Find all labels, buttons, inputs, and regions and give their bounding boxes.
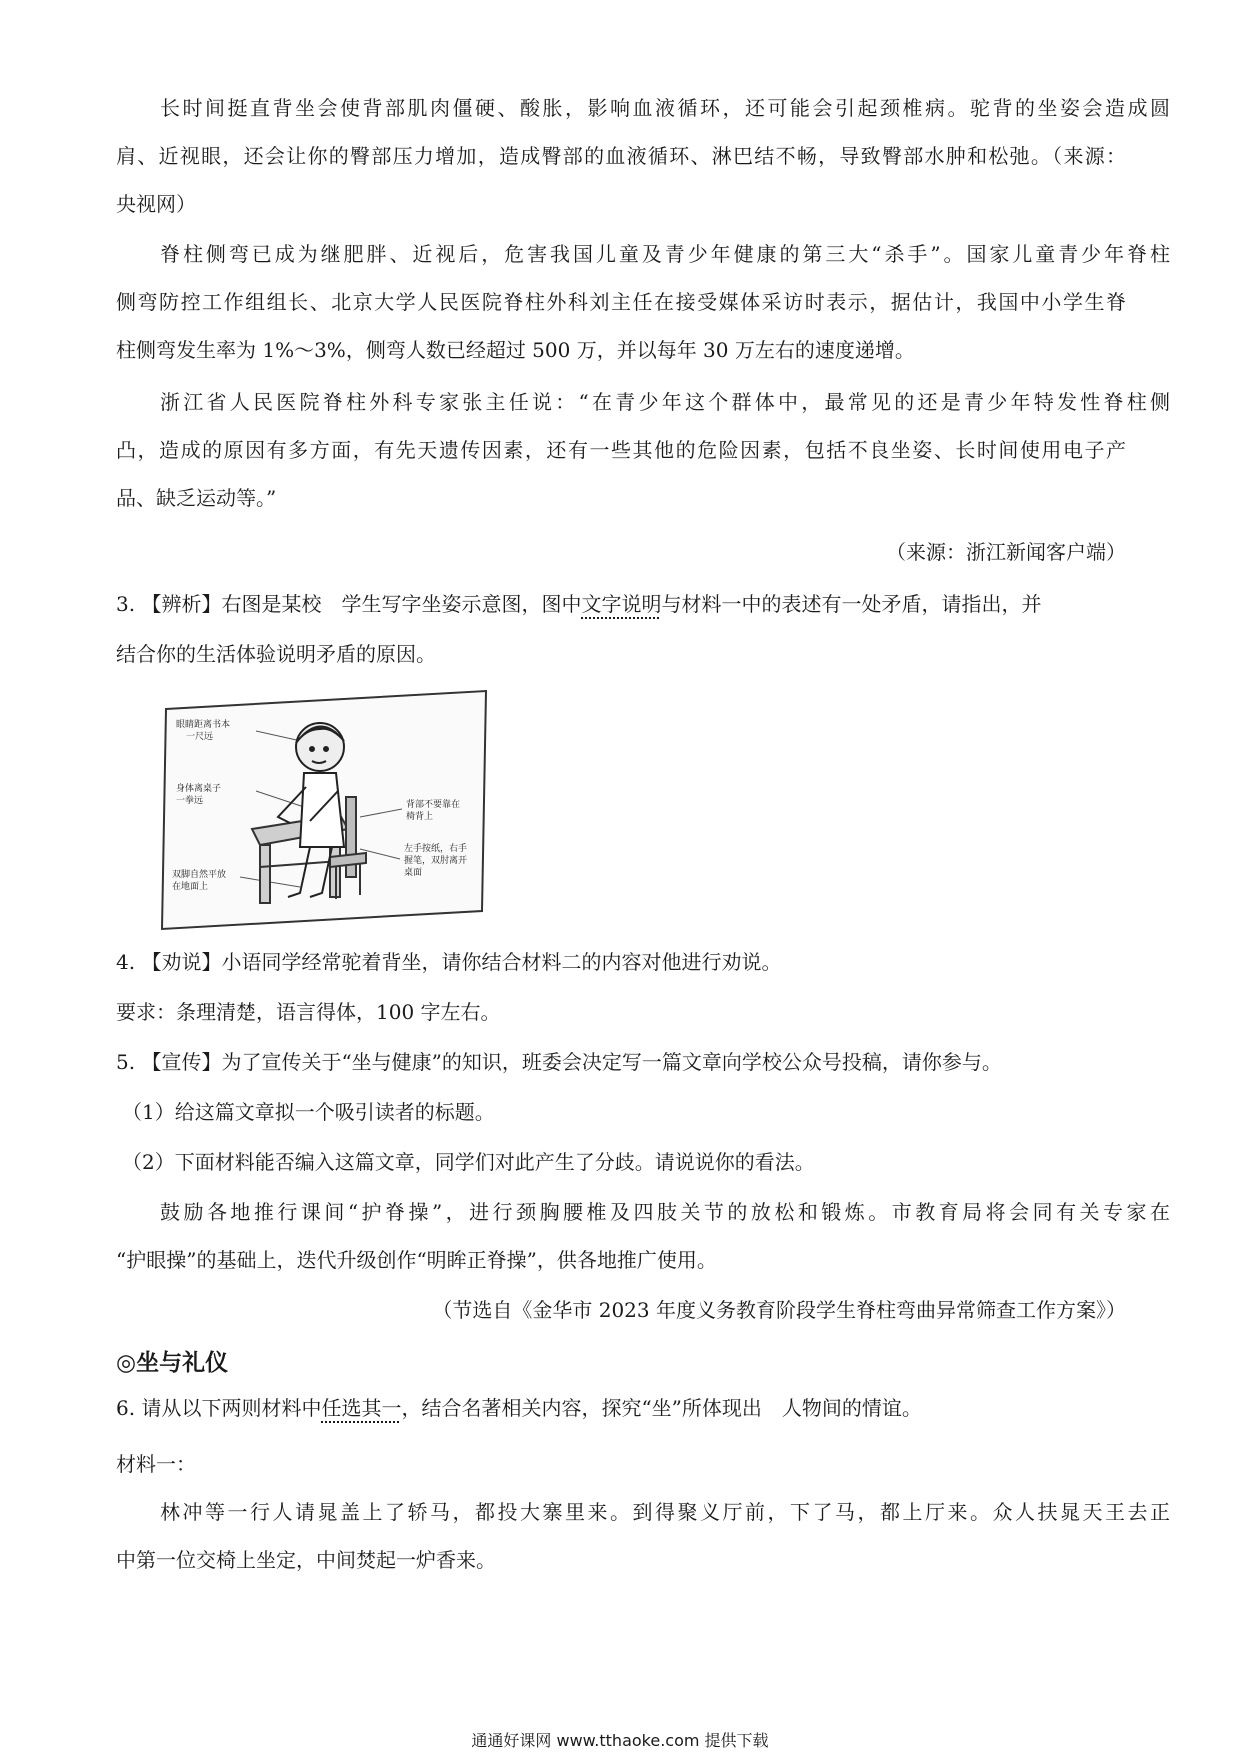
question-5-line-1: 5. 【宣传】为了宣传关于“坐与健康”的知识，班委会决定写一篇文章向学校公众号投稿，请你参与。 xyxy=(116,1050,1002,1074)
figure-label: 双脚自然平放 xyxy=(172,870,227,880)
figure-label: 眼睛距离书本 xyxy=(176,720,231,730)
material-paragraph-line: 中第一位交椅上坐定，中间焚起一炉香来。 xyxy=(116,1548,496,1572)
material-paragraph-line: 长时间挺直背坐会使背部肌肉僵硬、酸胀，影响血液循环，还可能会引起颈椎病。驼背的坐姿会造成圆 xyxy=(160,96,1170,120)
figure-label: 一尺远 xyxy=(186,732,214,742)
section-heading: ◎坐与礼仪 xyxy=(116,1350,229,1376)
figure-label: 身体离桌子 xyxy=(176,784,222,794)
question-3-text: 与材料一中的表述有一处矛盾，请指出，并 xyxy=(661,592,1042,616)
figure-label: 椅背上 xyxy=(406,812,434,822)
material-paragraph-line: 林冲等一行人请晁盖上了轿马，都投大寨里来。到得聚义厅前，下了马，都上厅来。众人扶晁天王去正 xyxy=(160,1500,1170,1524)
figure-label: 一拳远 xyxy=(176,796,204,806)
question-6-text: ，结合名著相关内容，探究“坐”所体现出 人物间的情谊。 xyxy=(401,1396,922,1420)
material-label: 材料一： xyxy=(116,1452,196,1476)
question-5-sub-1: （1）给这篇文章拟一个吸引读者的标题。 xyxy=(122,1100,495,1124)
page-footer: 通通好课网 www.tthaoke.com 提供下载 xyxy=(471,1731,769,1750)
sitting-posture-figure xyxy=(160,687,490,933)
material-paragraph-line: 侧弯防控工作组组长、北京大学人民医院脊柱外科刘主任在接受媒体采访时表示，据估计，我国中小学生脊 xyxy=(116,290,1126,314)
source-citation: （来源：浙江新闻客户端） xyxy=(886,540,1126,564)
question-6-line xyxy=(116,1396,1126,1420)
question-3-line-1 xyxy=(116,592,1126,616)
figure-label: 背部不要靠在 xyxy=(406,800,461,810)
material-paragraph-line: 肩、近视眼，还会让你的臀部压力增加，造成臀部的血液循环、淋巴结不畅，导致臀部水肿和松弛。（来源： xyxy=(116,144,1126,168)
quoted-material-line: 鼓励各地推行课间“护脊操”，进行颈胸腰椎及四肢关节的放松和锻炼。市教育局将会同有关专家在 xyxy=(160,1200,1170,1224)
question-4-line-1: 4. 【劝说】小语同学经常驼着背坐，请你结合材料二的内容对他进行劝说。 xyxy=(116,950,782,974)
material-paragraph-line: 脊柱侧弯已成为继肥胖、近视后，危害我国儿童及青少年健康的第三大“杀手”。国家儿童青少年脊柱 xyxy=(160,242,1170,266)
source-citation: （节选自《金华市 2023 年度义务教育阶段学生脊柱弯曲异常筛查工作方案》） xyxy=(432,1298,1126,1322)
material-paragraph-line: 柱侧弯发生率为 1%～3%，侧弯人数已经超过 500 万，并以每年 30 万左右的速度递增。 xyxy=(116,338,915,362)
emphasis-text: 文字说明 xyxy=(581,592,662,616)
figure-label: 左手按纸，右手 xyxy=(404,844,468,854)
material-paragraph-line: 凸，造成的原因有多方面，有先天遗传因素，还有一些其他的危险因素，包括不良坐姿、长时间使用电子产 xyxy=(116,438,1126,462)
figure-label: 在地面上 xyxy=(172,882,209,892)
question-4-requirement: 要求：条理清楚，语言得体，100 字左右。 xyxy=(116,1000,501,1024)
material-paragraph-line: 浙江省人民医院脊柱外科专家张主任说：“在青少年这个群体中，最常见的还是青少年特发性脊柱侧 xyxy=(160,390,1170,414)
quoted-material-line: “护眼操”的基础上，迭代升级创作“明眸正脊操”，供各地推广使用。 xyxy=(116,1248,717,1272)
question-3-text: 3. 【辨析】右图是某校 学生写字坐姿示意图，图中 xyxy=(116,592,582,616)
material-paragraph-line: 央视网） xyxy=(116,192,196,216)
question-5-sub-2: （2）下面材料能否编入这篇文章，同学们对此产生了分歧。请说说你的看法。 xyxy=(122,1150,815,1174)
figure-label: 桌面 xyxy=(404,868,423,878)
emphasis-text: 任选其一 xyxy=(321,1396,402,1420)
question-6-text: 6. 请从以下两则材料中 xyxy=(116,1396,322,1420)
material-paragraph-line: 品、缺乏运动等。” xyxy=(116,486,277,510)
figure-label: 握笔，双肘离开 xyxy=(404,856,468,866)
question-3-line-2: 结合你的生活体验说明矛盾的原因。 xyxy=(116,642,436,666)
